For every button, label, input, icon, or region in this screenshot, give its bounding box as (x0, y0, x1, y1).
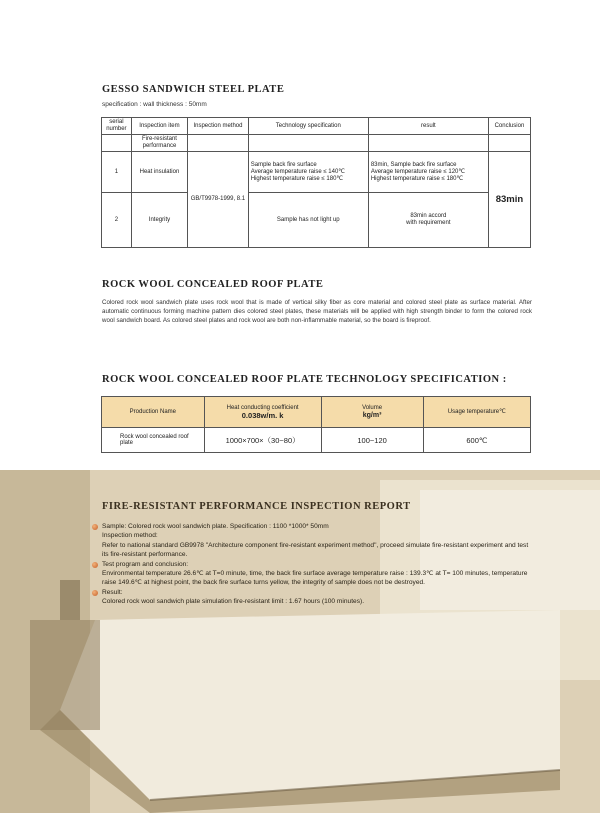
gesso-spec: specification : wall thickness : 50mm (102, 101, 207, 108)
header-production: Production Name (102, 397, 205, 428)
report-result-label: Result: (102, 588, 123, 596)
size-value: 1000×700×（30~80） (204, 428, 321, 453)
techspec-table (101, 396, 531, 453)
bullet-icon (92, 524, 98, 530)
report-body (102, 522, 532, 607)
fire-row-label: Fire-resistant performance (131, 135, 187, 152)
table-row (102, 152, 531, 193)
row2-serial: 2 (102, 193, 132, 248)
table-row (102, 193, 531, 248)
header-conclusion: Conclusion (488, 118, 530, 135)
heat-label: Heat conducting coefficient (226, 405, 299, 411)
row1-serial: 1 (102, 152, 132, 193)
rockwool-title: ROCK WOOL CONCEALED ROOF PLATE (102, 279, 324, 290)
row1-result: 83min, Sample back fire surface Average temperature raise ≤ 120℃ Highest temperature raise ≤ 180℃ (368, 152, 488, 193)
row2-item: Integrity (131, 193, 187, 248)
header-heat (204, 397, 321, 428)
volume-label: Volume (362, 405, 383, 411)
heat-value: 0.038w/m. k (241, 411, 284, 420)
temp-value: 600℃ (423, 428, 530, 453)
conclusion-value: 83min (488, 152, 530, 248)
row1-item: Heat insulation (131, 152, 187, 193)
report-sample: Sample: Colored rock wool sandwich plate. Specification : 1100 *1000* 50mm (102, 523, 329, 530)
table-row (102, 135, 531, 152)
gesso-title: GESSO SANDWICH STEEL PLATE (102, 84, 285, 95)
bullet-icon (92, 562, 98, 568)
header-item: Inspection item (131, 118, 187, 135)
report-method-label: Inspection method: (102, 532, 158, 540)
volume-unit: kg/m³ (362, 412, 382, 419)
production-name: Rock wool concealed roof plate (102, 428, 205, 453)
report-title: FIRE-RESISTANT PERFORMANCE INSPECTION REPORT (102, 500, 411, 512)
volume-value: 100~120 (321, 428, 423, 453)
header-usage: Usage temperature℃ (423, 397, 530, 428)
techspec-title: ROCK WOOL CONCEALED ROOF PLATE TECHNOLOGY SPECIFICATION : (102, 374, 507, 385)
report-program-label: Test program and conclusion: (102, 560, 189, 568)
report-program-text: Environmental temperature 26.6℃ at T=0 minute, time, the back fire surface average temperature raise : 139.3℃ at T= 100 minutes, temperature raise 149.6℃ at highest point, the back fire surface turns yellow, the integrity of sample does not be destroyed. (102, 570, 528, 587)
report-sample-item (102, 522, 532, 531)
report-result-text: Colored rock wool sandwich plate simulation fire-resistant limit : 1.67 hours (100 minutes). (102, 598, 365, 606)
row2-spec: Sample has not light up (248, 193, 368, 248)
report-program-item (102, 560, 532, 569)
header-result: result (368, 118, 488, 135)
header-method: Inspection method (188, 118, 249, 135)
table-row (102, 428, 531, 453)
report-result-item (102, 588, 532, 597)
row1-spec: Sample back fire surface Average temperature raise ≤ 140℃ Highest temperature raise ≤ 180℃ (248, 152, 368, 193)
header-tech-spec: Technology specification (248, 118, 368, 135)
bullet-icon (92, 590, 98, 596)
techspec-header-row (102, 397, 531, 428)
header-volume (321, 397, 423, 428)
table-header-row (102, 118, 531, 135)
row-method: GB/T9978-1999, 8.1 (188, 152, 249, 248)
header-serial: serial number (102, 118, 132, 135)
rockwool-description: Colored rock wool sandwich plate uses rock wool that is made of vertical silky fiber as core material and colored steel plate as surface material. After automatic continuous forming machine pattern dies colored steel plates, these materials will be applied with high strength binder to form the colored rock wool sandwich board. As colored steel plates and rock wool are both non-inflammable material, so the board is fireproof. (102, 299, 532, 324)
row2-result: 83min accord with requirement (368, 193, 488, 248)
report-method-text: Refer to national standard GB9978 "Architecture component fire-resistant experiment method", proceed simulate fire-resistant experiment and test its fire-resistant performance. (102, 541, 529, 559)
gesso-table (101, 117, 531, 248)
